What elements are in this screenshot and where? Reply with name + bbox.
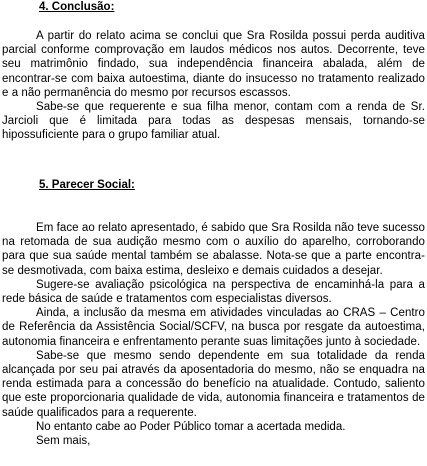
paragraph: Sugere-se avaliação psicológica na perspectiva de encaminhá-la para a rede básica de saúde e tratamentos com especialistas diversos. — [2, 278, 425, 306]
paragraph: Em face ao relato apresentado, é sabido que Sra Rosilda não teve sucesso na retomada de sua audição mesmo com o auxílio do aparelho, corroborando para que sua saúde mental também se abalasse. Nota-se que a parte encontra-se desmotivada, com baixa estima, desleixo e demais cuidados a desejar. — [2, 222, 425, 277]
section-conclusao-body — [2, 29, 425, 143]
closing-line: No entanto cabe ao Poder Público tomar a acertada medida. — [36, 420, 346, 433]
section-parecer-social-body — [2, 221, 425, 448]
section-heading-parecer-social: 5. Parecer Social: — [39, 179, 135, 191]
paragraph: A partir do relato acima se conclui que Sra Rosilda possui perda auditiva parcial conforme comprovação em laudos médicos nos autos. Decorrente, teve seu matrimônio findado, sua independência financeira abalada, além de encontrar-se com baixa autoestima, diante do insucesso no tratamento realizado e a não permanência do mesmo por recursos escassos. — [2, 30, 425, 99]
closing-line: Sem mais, — [36, 435, 91, 448]
section-heading-conclusao: 4. Conclusão: — [39, 1, 115, 13]
paragraph: Sabe-se que mesmo sendo dependente em sua totalidade da renda alcançada por seu pai através da aposentadoria do mesmo, não se enquadra na renda estimada para a concessão do benefício na atualidade. Contudo, saliento que este proporcionaria qualidade de vida, autonomia financeira e tratamentos de saúde qualificados para a requerente. — [2, 349, 425, 419]
paragraph: Sabe-se que requerente e sua filha menor, contam com a renda de Sr. Jarcioli que é limitada para todas as despesas mensais, tornando-se hipossuficiente para o grupo familiar atual. — [2, 101, 425, 142]
paragraph: Ainda, a inclusão da mesma em atividades vinculadas ao CRAS – Centro de Referência da Assistência Social/SCFV, na busca por resgate da autoestima, autonomia financeira e enfrentamento perante suas limitações junto à sociedade. — [2, 307, 425, 348]
